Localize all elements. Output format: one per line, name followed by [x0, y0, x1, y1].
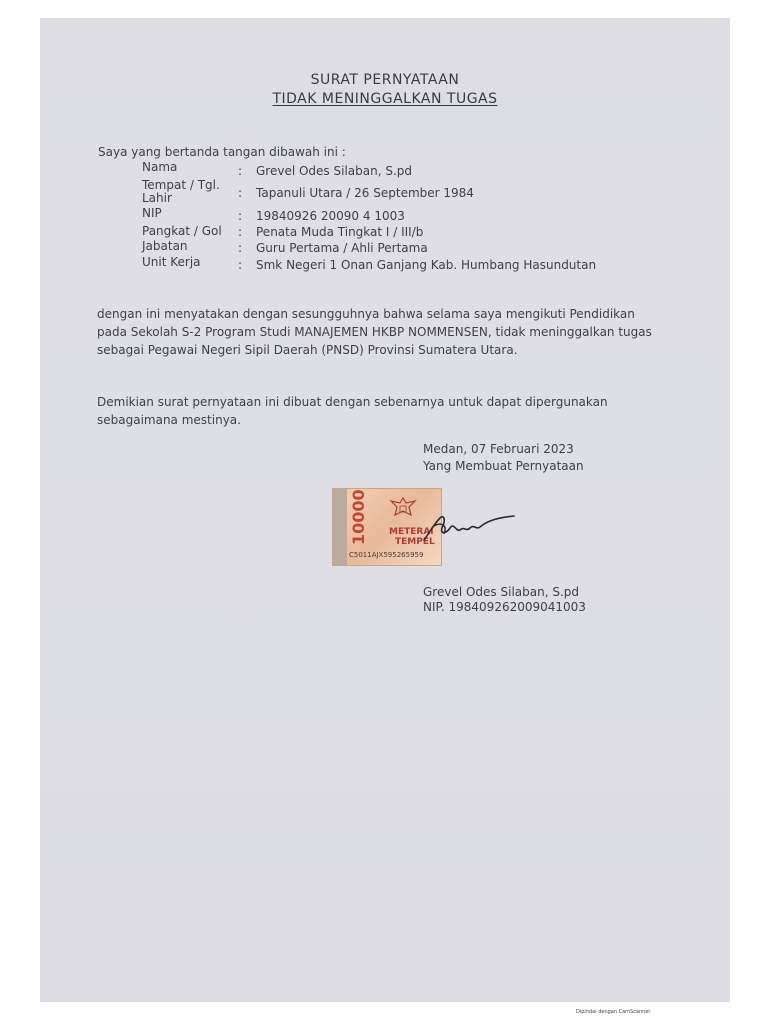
- handwritten-signature: [420, 504, 520, 548]
- statement-line: pada Sekolah S-2 Program Studi MANAJEMEN HKBP NOMMENSEN, tidak meninggalkan tugas: [97, 325, 652, 339]
- document-page: [40, 18, 730, 1002]
- stamp-label-meterai: METERAI: [389, 527, 434, 537]
- field-colon: :: [238, 241, 243, 255]
- field-label-nip: NIP: [142, 206, 162, 220]
- stamp-code: C5011AJX595265959: [349, 551, 424, 559]
- field-label-pangkat: Pangkat / Gol: [142, 224, 222, 238]
- field-colon: :: [238, 258, 243, 272]
- field-value-pangkat: Penata Muda Tingkat I / III/b: [256, 225, 424, 239]
- field-value-nama: Grevel Odes Silaban, S.pd: [256, 164, 413, 178]
- stamp-label-tempel: TEMPEL: [395, 537, 435, 547]
- signer-nip: NIP. 198409262009041003: [423, 600, 586, 614]
- field-label-jabatan: Jabatan: [142, 239, 188, 253]
- field-label-lahir: Lahir: [142, 191, 172, 205]
- statement-paragraph: [97, 305, 677, 359]
- scanner-watermark: Dipindai dengan CamScanner: [576, 1009, 651, 1015]
- signer-name: Grevel Odes Silaban, S.pd: [423, 585, 580, 599]
- garuda-emblem-icon: [385, 495, 421, 525]
- field-colon: :: [238, 164, 243, 178]
- field-colon: :: [238, 225, 243, 239]
- closing-line: sebagaimana mestinya.: [97, 413, 241, 427]
- field-colon: :: [238, 209, 243, 223]
- statement-line: dengan ini menyatakan dengan sesungguhnya bahwa selama saya mengikuti Pendidikan: [97, 307, 635, 321]
- intro-text: Saya yang bertanda tangan dibawah ini :: [98, 145, 346, 159]
- field-value-jabatan: Guru Pertama / Ahli Pertama: [256, 241, 428, 255]
- closing-paragraph: [97, 393, 677, 429]
- field-value-tempat: Tapanuli Utara / 26 September 1984: [256, 186, 474, 200]
- field-label-tempat: Tempat / Tgl.: [142, 178, 220, 192]
- field-colon: :: [238, 186, 243, 200]
- document-subtitle: TIDAK MENINGGALKAN TUGAS: [272, 91, 498, 107]
- place-date: Medan, 07 Februari 2023: [423, 442, 574, 456]
- field-value-unit: Smk Negeri 1 Onan Ganjang Kab. Humbang Hasundutan: [256, 258, 597, 272]
- field-label-unit: Unit Kerja: [142, 255, 201, 269]
- closing-line: Demikian surat pernyataan ini dibuat dengan sebenarnya untuk dapat dipergunakan: [97, 395, 608, 409]
- stamp-band: [333, 489, 347, 565]
- signer-role: Yang Membuat Pernyataan: [423, 459, 584, 473]
- stamp-value: 10000: [349, 489, 368, 545]
- field-value-nip: 19840926 20090 4 1003: [256, 209, 405, 223]
- field-label-nama: Nama: [142, 160, 178, 174]
- document-title: SURAT PERNYATAAN: [310, 72, 460, 88]
- statement-line: sebagai Pegawai Negeri Sipil Daerah (PNSD) Provinsi Sumatera Utara.: [97, 343, 518, 357]
